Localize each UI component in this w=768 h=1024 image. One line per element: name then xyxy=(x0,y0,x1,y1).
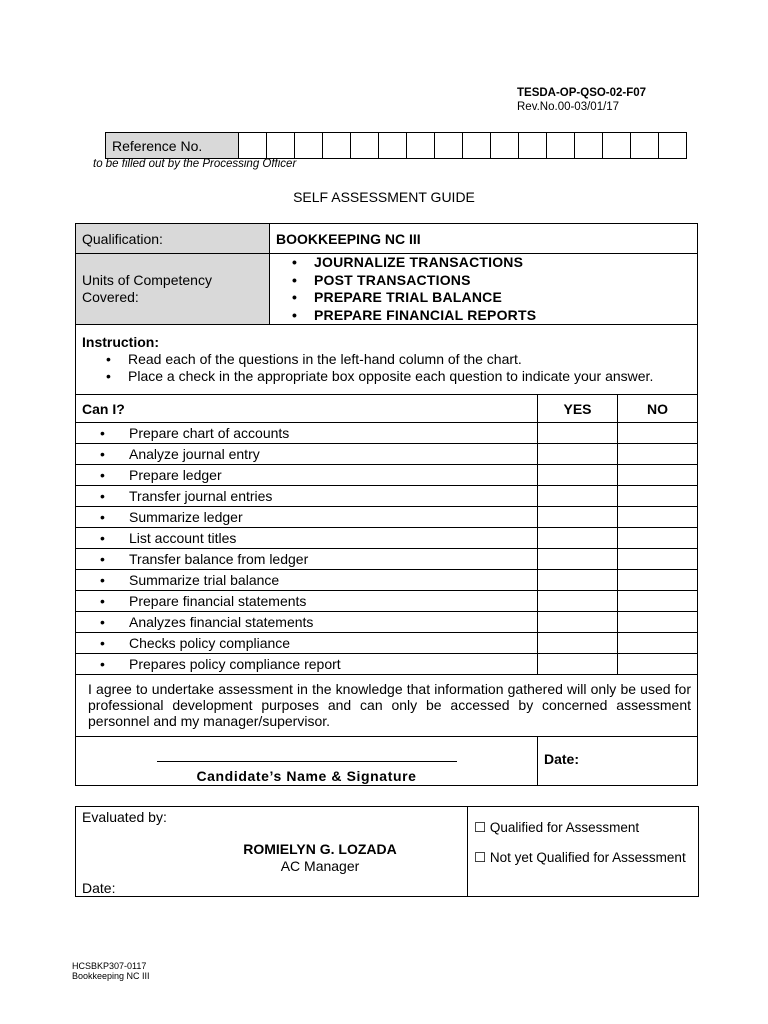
agreement-text: I agree to undertake assessment in the knowledge that information gathered will only be used for professional development purposes and can only be accessed by concerned assessment personnel and my manager/supervisor. xyxy=(76,675,698,737)
evaluator-title: AC Manager xyxy=(280,858,360,874)
evaluated-by-label: Evaluated by: xyxy=(82,809,167,825)
table-row xyxy=(76,444,698,465)
table-row xyxy=(76,549,698,570)
reference-digit-box[interactable] xyxy=(351,133,379,159)
table-row xyxy=(76,591,698,612)
qualification-value: BOOKKEEPING NC III xyxy=(270,224,698,254)
no-checkbox[interactable] xyxy=(618,654,698,675)
assessment-table xyxy=(75,223,698,786)
instruction-item: • Place a check in the appropriate box opposite each question to indicate your answer. xyxy=(82,368,691,385)
form-code: TESDA-OP-QSO-02-F07 xyxy=(517,87,647,99)
no-checkbox[interactable] xyxy=(618,486,698,507)
reference-digit-box[interactable] xyxy=(407,133,435,159)
table-row xyxy=(76,633,698,654)
signature-caption: Candidate’s Name & Signature xyxy=(196,768,417,784)
reference-digit-box[interactable] xyxy=(463,133,491,159)
evaluation-date-label: Date: xyxy=(82,880,116,896)
checklist-item: • List account titles xyxy=(76,530,537,546)
table-row xyxy=(76,465,698,486)
candidate-date-label: Date: xyxy=(538,737,698,786)
table-row xyxy=(76,570,698,591)
no-checkbox[interactable] xyxy=(618,465,698,486)
footer xyxy=(72,961,150,981)
reference-digit-box[interactable] xyxy=(239,133,267,159)
checklist-item: • Summarize trial balance xyxy=(76,572,537,588)
table-row xyxy=(76,654,698,675)
no-checkbox[interactable] xyxy=(618,633,698,654)
table-row xyxy=(76,486,698,507)
yes-header: YES xyxy=(538,395,618,423)
reference-label: Reference No. xyxy=(106,133,239,159)
yes-checkbox[interactable] xyxy=(538,486,618,507)
checklist-item: • Prepare ledger xyxy=(76,467,537,483)
no-checkbox[interactable] xyxy=(618,423,698,444)
yes-checkbox[interactable] xyxy=(538,612,618,633)
no-checkbox[interactable] xyxy=(618,528,698,549)
unit-item: • PREPARE FINANCIAL REPORTS xyxy=(270,307,697,325)
revision-number: Rev.No.00-03/01/17 xyxy=(517,101,620,113)
yes-checkbox[interactable] xyxy=(538,528,618,549)
checklist-item: • Summarize ledger xyxy=(76,509,537,525)
checklist-item: • Prepares policy compliance report xyxy=(76,656,537,672)
units-label: Units of Competency Covered: xyxy=(76,254,270,325)
reference-digit-box[interactable] xyxy=(491,133,519,159)
checklist-item: • Prepare chart of accounts xyxy=(76,425,537,441)
unit-item: • JOURNALIZE TRANSACTIONS xyxy=(270,254,697,272)
checklist-item: • Prepare financial statements xyxy=(76,593,537,609)
yes-checkbox[interactable] xyxy=(538,444,618,465)
page-title: SELF ASSESSMENT GUIDE xyxy=(293,189,475,205)
table-row xyxy=(76,507,698,528)
no-checkbox[interactable] xyxy=(618,549,698,570)
unit-item: • POST TRANSACTIONS xyxy=(270,272,697,290)
footer-code: HCSBKP307-0117 xyxy=(72,961,147,971)
checklist-item: • Checks policy compliance xyxy=(76,635,537,651)
table-row xyxy=(76,528,698,549)
checklist-item: • Analyze journal entry xyxy=(76,446,537,462)
yes-checkbox[interactable] xyxy=(538,465,618,486)
reference-number-table xyxy=(105,132,687,159)
evaluation-table xyxy=(75,806,699,897)
checklist-item: • Transfer journal entries xyxy=(76,488,537,504)
no-checkbox[interactable] xyxy=(618,444,698,465)
table-row xyxy=(76,612,698,633)
reference-digit-box[interactable] xyxy=(435,133,463,159)
yes-checkbox[interactable] xyxy=(538,507,618,528)
units-list xyxy=(270,254,697,324)
reference-digit-box[interactable] xyxy=(267,133,295,159)
unit-item: • PREPARE TRIAL BALANCE xyxy=(270,289,697,307)
reference-digit-box[interactable] xyxy=(519,133,547,159)
reference-note: to be filled out by the Processing Officer xyxy=(93,158,297,170)
yes-checkbox[interactable] xyxy=(538,591,618,612)
no-checkbox[interactable] xyxy=(618,591,698,612)
can-i-header: Can I? xyxy=(76,395,538,423)
no-checkbox[interactable] xyxy=(618,612,698,633)
reference-digit-box[interactable] xyxy=(631,133,659,159)
yes-checkbox[interactable] xyxy=(538,654,618,675)
reference-digit-box[interactable] xyxy=(547,133,575,159)
footer-qualification: Bookkeeping NC III xyxy=(72,971,150,981)
not-qualified-checkbox[interactable]: ☐ Not yet Qualified for Assessment xyxy=(474,850,686,865)
signature-line[interactable] xyxy=(157,761,457,762)
reference-digit-box[interactable] xyxy=(323,133,351,159)
qualified-checkbox[interactable]: ☐ Qualified for Assessment xyxy=(474,820,640,835)
yes-checkbox[interactable] xyxy=(538,570,618,591)
reference-digit-box[interactable] xyxy=(603,133,631,159)
instruction-label: Instruction: xyxy=(82,334,159,350)
table-row xyxy=(76,423,698,444)
reference-digit-box[interactable] xyxy=(659,133,687,159)
no-checkbox[interactable] xyxy=(618,570,698,591)
qualification-label: Qualification: xyxy=(76,224,270,254)
yes-checkbox[interactable] xyxy=(538,423,618,444)
reference-digit-box[interactable] xyxy=(379,133,407,159)
no-header: NO xyxy=(618,395,698,423)
evaluator-name: ROMIELYN G. LOZADA xyxy=(243,841,397,857)
yes-checkbox[interactable] xyxy=(538,549,618,570)
instruction-list xyxy=(82,351,691,385)
checklist-item: • Analyzes financial statements xyxy=(76,614,537,630)
checklist-item: • Transfer balance from ledger xyxy=(76,551,537,567)
instruction-item: • Read each of the questions in the left-hand column of the chart. xyxy=(82,351,691,368)
reference-digit-box[interactable] xyxy=(575,133,603,159)
no-checkbox[interactable] xyxy=(618,507,698,528)
reference-digit-box[interactable] xyxy=(295,133,323,159)
yes-checkbox[interactable] xyxy=(538,633,618,654)
